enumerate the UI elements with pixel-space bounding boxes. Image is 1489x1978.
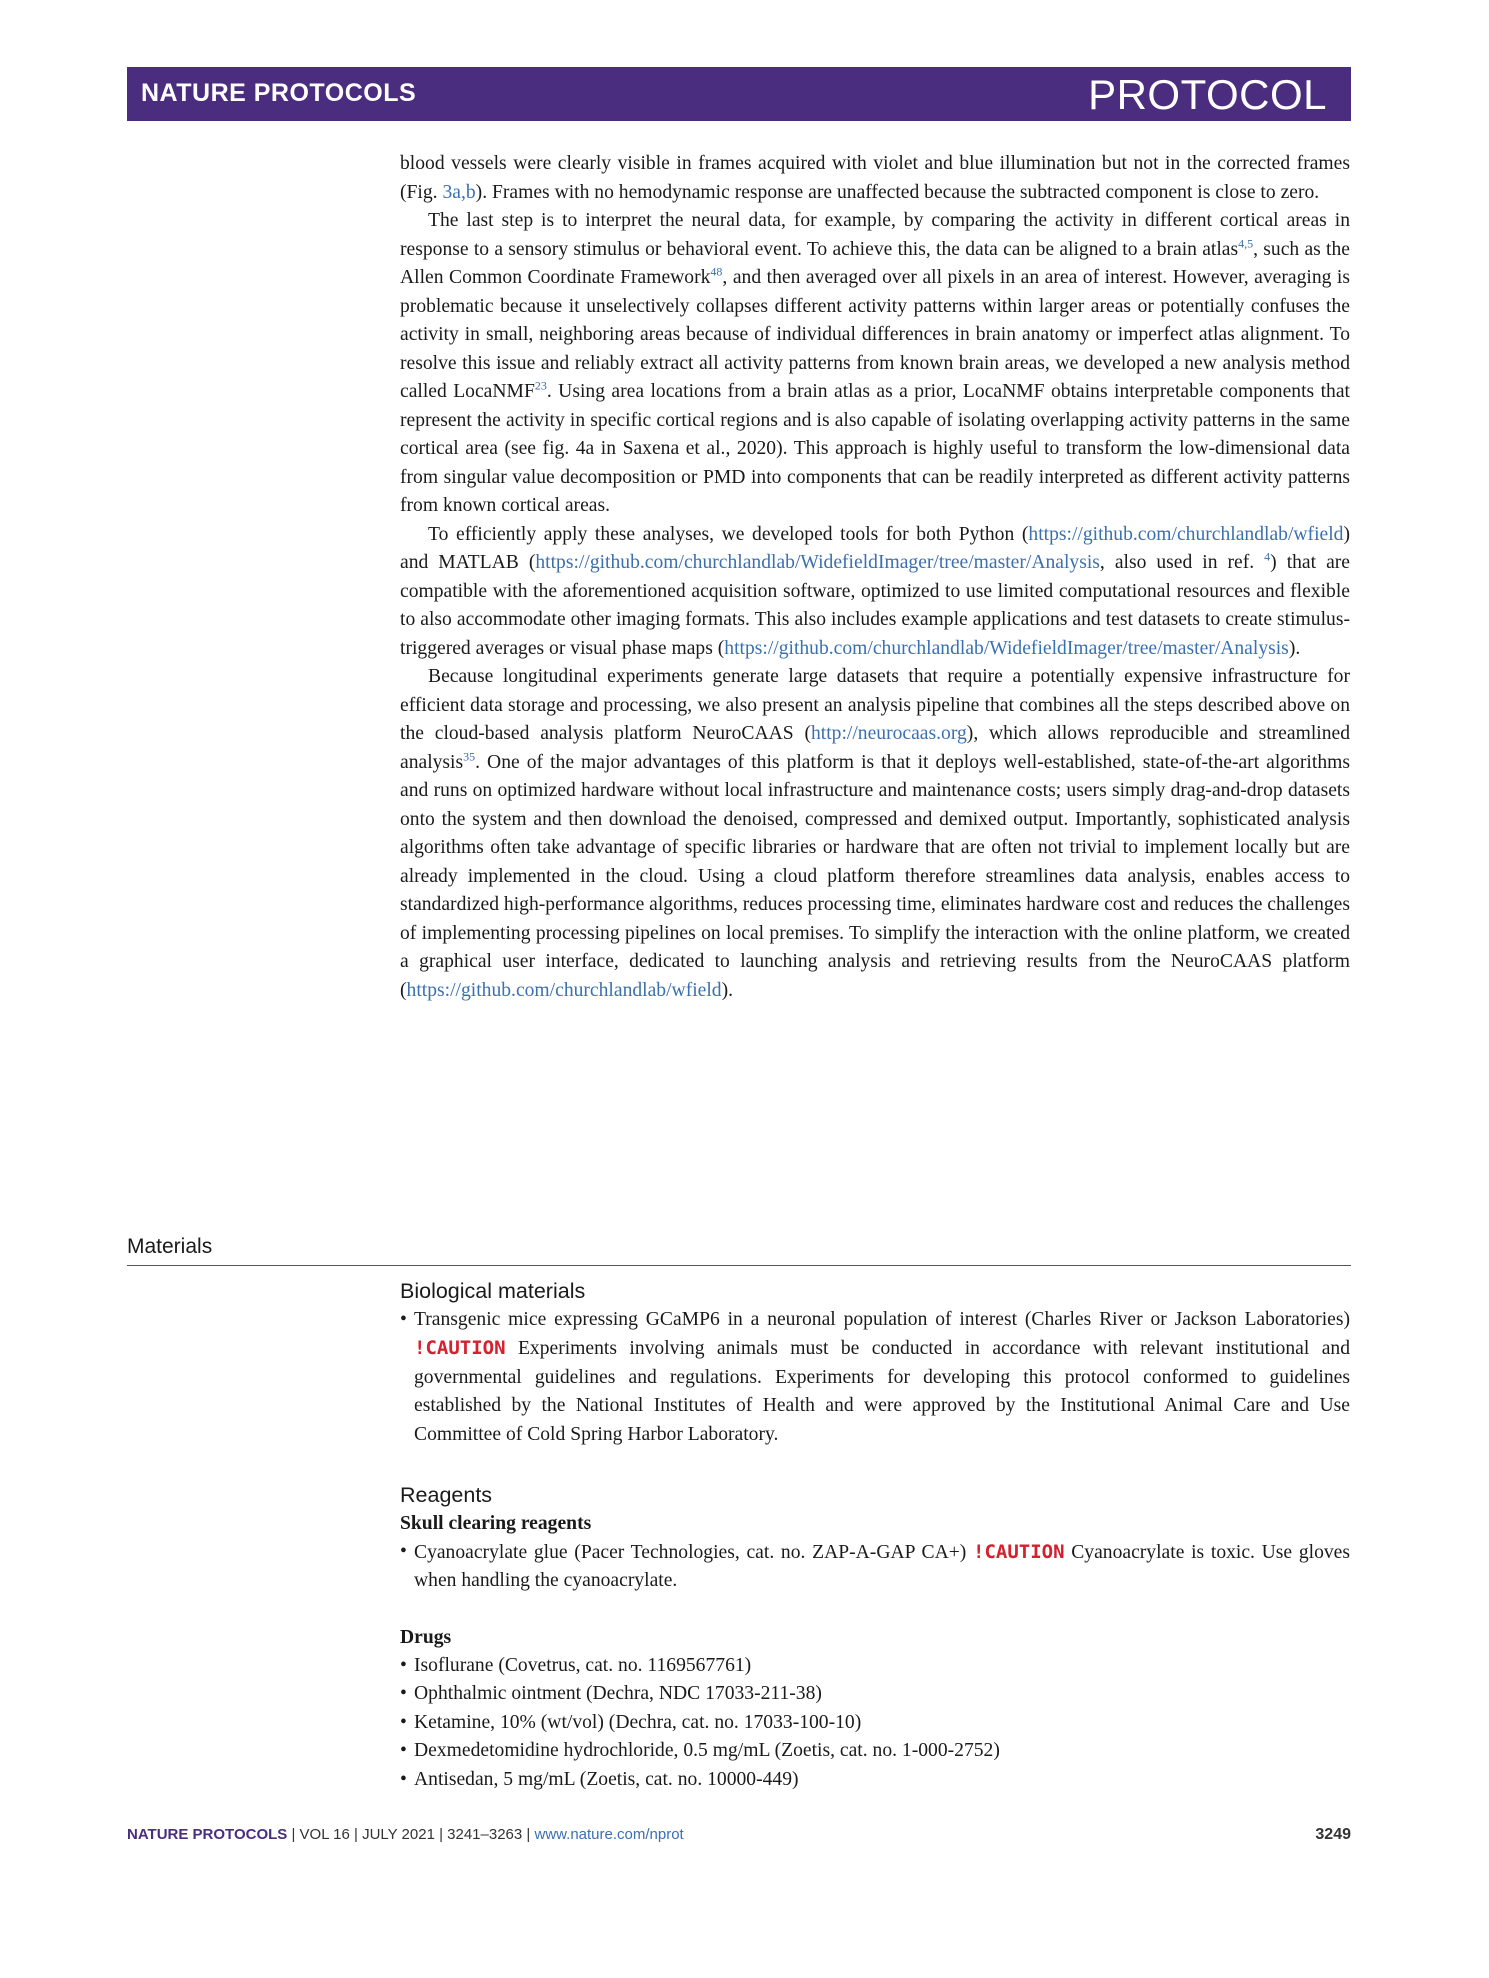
- caution-label: !CAUTION: [973, 1541, 1065, 1563]
- body-text: [400, 150, 1350, 1005]
- figure-ref[interactable]: 3a,b: [442, 181, 476, 203]
- text: ). Frames with no hemodynamic response are unaffected because the subtracted component is close to zero.: [475, 181, 1320, 203]
- citation[interactable]: 35: [463, 748, 476, 763]
- wfield-link[interactable]: https://github.com/churchlandlab/wfield: [406, 979, 722, 1001]
- list-item: [400, 1652, 1350, 1680]
- text: ).: [721, 979, 734, 1001]
- text: , and then averaged over all pixels in an area of interest. However, averaging is problematic because it unselectively collapses different activity patterns within larger areas or potentially confuses the activity in small, neighboring areas because of individual differences in brain anatomy or imperfect atlas alignment. To resolve this issue and reliably extract all activity patterns from known brain areas, we developed a new analysis method called LocaNMF: [400, 267, 1350, 402]
- text: Dexmedetomidine hydrochloride, 0.5 mg/mL (Zoetis, cat. no. 1-000-2752): [414, 1740, 1000, 1762]
- reagents-heading: Reagents: [400, 1483, 493, 1507]
- journal-header: [127, 67, 1351, 121]
- footer-pages: 3241–3263: [447, 1826, 523, 1843]
- skull-reagents-heading: Skull clearing reagents: [400, 1513, 592, 1534]
- citation[interactable]: 48: [710, 264, 723, 279]
- list-item: [400, 1709, 1350, 1737]
- paragraph-2: [400, 207, 1350, 521]
- article-type: PROTOCOL: [1088, 71, 1327, 118]
- text: ) and MATLAB (: [400, 523, 1350, 573]
- bullet-icon: •: [400, 1711, 407, 1733]
- bullet-icon: •: [400, 1309, 407, 1330]
- paragraph-1: [400, 150, 1350, 207]
- text: To efficiently apply these analyses, we developed tools for both Python (: [428, 523, 1029, 545]
- biological-materials: [400, 1276, 1350, 1449]
- bio-materials-list: [400, 1306, 1350, 1449]
- bio-materials-heading: Biological materials: [400, 1279, 586, 1303]
- caution-label: !CAUTION: [414, 1337, 506, 1360]
- citation[interactable]: 23: [534, 378, 547, 393]
- materials-section-title: [127, 1232, 1351, 1266]
- drugs-heading: Drugs: [400, 1627, 452, 1648]
- list-item: [400, 1737, 1350, 1765]
- text: Experiments involving animals must be conducted in accordance with relevant institutional and governmental guidelines and regulations. Experiments for developing this protocol conformed to guidelines established by the National Institutes of Health and were approved by the Institutional Animal Care and Use Committee of Cold Spring Harbor Laboratory.: [414, 1338, 1350, 1445]
- page-footer: [127, 1826, 1351, 1848]
- text: . One of the major advantages of this platform is that it deploys well-established, state-of-the-art algorithms and runs on optimized hardware without local infrastructure and maintenance costs; users simply drag-and-drop datasets onto the system and then download the denoised, compressed and demixed output. Importantly, sophisticated analysis algorithms often take advantage of specific libraries or hardware that are often not trivial to implement locally but are already implemented in the cloud. Using a cloud platform therefore streamlines data analysis, enables access to standardized high-performance algorithms, reduces processing time, eliminates hardware cost and reduces the challenges of implementing processing pipelines on local premises. To simplify the interaction with the online platform, we created a graphical user interface, dedicated to launching analysis and retrieving results from the NeuroCAAS platform (: [400, 751, 1350, 1001]
- text: blood vessels were clearly visible in frames acquired with violet and blue illumination but not in the corrected frames (Fig.: [400, 153, 1350, 203]
- text: Ophthalmic ointment (Dechra, NDC 17033-211-38): [414, 1683, 822, 1705]
- drugs: [400, 1624, 1350, 1794]
- page-number: 3249: [1315, 1826, 1351, 1843]
- list-item: [400, 1538, 1350, 1596]
- bullet-icon: •: [400, 1768, 407, 1790]
- section-heading: Materials: [127, 1235, 213, 1258]
- citation[interactable]: 4: [1264, 549, 1271, 564]
- python-link[interactable]: https://github.com/churchlandlab/wfield: [1028, 523, 1344, 545]
- text: Isoflurane (Covetrus, cat. no. 1169567761): [414, 1655, 752, 1676]
- list-item: [400, 1680, 1350, 1708]
- list-item: [400, 1766, 1350, 1794]
- journal-name: NATURE PROTOCOLS: [141, 79, 417, 107]
- text: Cyanoacrylate is toxic. Use gloves when handling the cyanoacrylate.: [414, 1542, 1350, 1592]
- drugs-list: [400, 1652, 1350, 1794]
- reagents: [400, 1480, 1350, 1596]
- paragraph-3: [400, 521, 1350, 664]
- list-item: [400, 1306, 1350, 1449]
- text: Cyanoacrylate glue (Pacer Technologies, cat. no. ZAP-A-GAP CA+): [414, 1542, 974, 1563]
- footer-url[interactable]: www.nature.com/nprot: [534, 1826, 684, 1843]
- text: ) that are compatible with the aforementioned acquisition software, optimized to use limited computational resources and flexible to also accommodate other imaging formats. This also includes example applications and test datasets to create stimulus-triggered averages or visual phase maps (: [400, 552, 1350, 659]
- text: , such as the Allen Common Coordinate Framework: [400, 238, 1350, 288]
- bullet-icon: •: [400, 1683, 407, 1705]
- text: Antisedan, 5 mg/mL (Zoetis, cat. no. 10000-449): [414, 1768, 799, 1790]
- bullet-icon: •: [400, 1740, 407, 1762]
- paragraph-4: [400, 663, 1350, 1005]
- footer-date: JULY 2021: [362, 1826, 435, 1843]
- text: Ketamine, 10% (wt/vol) (Dechra, cat. no. 17033-100-10): [414, 1711, 862, 1733]
- text: ), which allows reproducible and streamlined analysis: [400, 723, 1350, 773]
- neurocaas-link[interactable]: http://neurocaas.org: [810, 723, 967, 744]
- footer-volume: VOL 16: [299, 1826, 350, 1843]
- text: The last step is to interpret the neural data, for example, by comparing the activity in different cortical areas in response to a sensory stimulus or behavioral event. To achieve this, the data can be aligned to a brain atlas: [400, 210, 1350, 260]
- skull-reagents-list: [400, 1538, 1350, 1596]
- text: . Using area locations from a brain atlas as a prior, LocaNMF obtains interpretable components that represent the activity in specific cortical regions and is also capable of isolating overlapping activity patterns in the same cortical area (see fig. 4a in Saxena et al., 2020). This approach is highly useful to transform the low-dimensional data from singular value decomposition or PMD into components that can be readily interpreted as different activity patterns from known cortical areas.: [400, 381, 1350, 516]
- text: Transgenic mice expressing GCaMP6 in a neuronal population of interest (Charles River or Jackson Laboratories): [414, 1309, 1350, 1330]
- matlab-link[interactable]: https://github.com/churchlandlab/WidefieldImager/tree/master/Analysis: [535, 552, 1100, 573]
- text: ).: [1288, 637, 1301, 659]
- citation[interactable]: 4,5: [1238, 235, 1254, 250]
- text: Because longitudinal experiments generate large datasets that require a potentially expensive infrastructure for efficient data storage and processing, we also present an analysis pipeline that combines all the steps described above on the cloud-based analysis platform NeuroCAAS (: [400, 666, 1350, 744]
- text: , also used in ref.: [1099, 552, 1265, 573]
- footer-journal: NATURE PROTOCOLS: [127, 1826, 288, 1843]
- bullet-icon: •: [400, 1541, 407, 1562]
- footer-citation: NATURE PROTOCOLS | VOL 16 | JULY 2021 | 3241–3263 | www.nature.com/nprot: [127, 1826, 684, 1843]
- bullet-icon: •: [400, 1655, 407, 1676]
- analysis-link[interactable]: https://github.com/churchlandlab/WidefieldImager/tree/master/Analysis: [724, 637, 1289, 659]
